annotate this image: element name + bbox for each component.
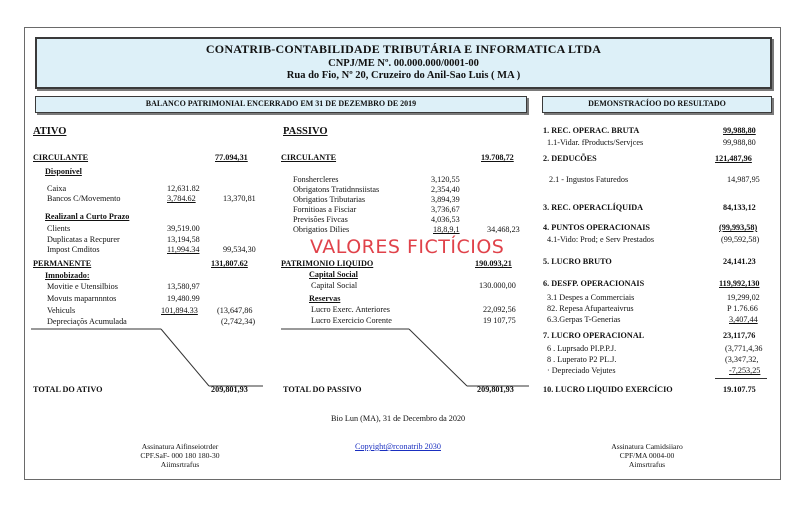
maquinas-label: Movuts maparnnntos: [47, 294, 117, 303]
capital-social-label: Capital Social: [311, 281, 358, 290]
reservas-heading: Reservas: [309, 294, 341, 303]
imobilizado-label: Imnobizado:: [45, 271, 90, 280]
dre-r6-label: 6. DESFP. OPERACIONAIS: [543, 279, 645, 288]
previsoes-label: Previsões Fivcas: [293, 215, 348, 224]
caixa-label: Caixa: [47, 184, 67, 193]
disponivel-label: Disponível: [45, 167, 82, 176]
company-address: Rua do Fio, Nº 20, Cruzeiro do Anil-Sao Luis ( MA ): [286, 70, 521, 81]
disponivel-subtotal: 13,370,81: [223, 194, 256, 203]
dre-r1-label: 1. REC. OPERAC. BRUTA: [543, 126, 640, 135]
ativo-circulante-label: CIRCULANTE: [33, 153, 89, 162]
passivo-circulante-label: CIRCULANTE: [281, 153, 337, 162]
passivo-circulante-total: 19.708,72: [481, 153, 514, 162]
dre-r7b-value: (3,3¢7,32,: [725, 355, 759, 364]
ativo-permanente-label: PERMANENTE: [33, 259, 92, 268]
pl-total: 190.093,21: [475, 259, 512, 268]
dre-r7a-value: (3,771,4,36: [725, 344, 763, 353]
total-ativo-value: 209,801,93: [211, 385, 248, 394]
document-sheet: [24, 27, 781, 480]
signature-right-doc: CPF/MA 0004-00: [619, 451, 675, 460]
maquinas-value: 19,480.99: [167, 294, 200, 303]
passivo-heading: PASSIVO: [283, 126, 328, 137]
dre-r6a-label: 3.1 Despes a Commerciais: [547, 293, 635, 302]
dre-r2-value: 121,487,96: [715, 154, 752, 163]
balanco-title: BALANCO PATRIMONIAL ENCERRADO EM 31 DE DEZEMBRO DE 2019: [145, 99, 417, 108]
dre-r5-value: 24,141.23: [723, 257, 756, 266]
dre-r6a-value: 19,299,02: [727, 293, 760, 302]
duplicatas-value: 13,194,58: [167, 235, 200, 244]
signature-left: [105, 442, 255, 469]
company-cnpj: CNPJ/ME Nº. 00.000.000/0001-00: [328, 58, 479, 69]
total-passivo-value: 209,801,93: [477, 385, 514, 394]
fiscais-value: 3,736,67: [431, 205, 460, 214]
bancos-value: 3,784.62: [167, 194, 196, 203]
dre-r6-value: 119,992,130: [719, 279, 760, 288]
lucros-anteriores-value: 22,092,56: [483, 305, 516, 314]
impostos-label: Impost Cmditos: [47, 245, 100, 254]
clientes-label: Clients: [47, 224, 71, 233]
fiscais-label: Fornitioas a Fisciar: [293, 205, 357, 214]
diversas-value: 18,8,9,1: [433, 225, 460, 234]
signature-left-doc: CPF.SaF- 000 180 180-30: [140, 451, 220, 460]
passivo-closing-line: [281, 328, 529, 388]
dre-r3-label: 3. REC. OPERACLÍQUIDA: [543, 203, 644, 212]
dre-r7-value: 23,117,76: [723, 331, 756, 340]
total-ativo-label: TOTAL DO ATIVO: [33, 385, 103, 394]
passivo-circulante-subtotal: 34,468,23: [487, 225, 520, 234]
company-name: CONATRIB-CONTABILIDADE TRIBUTÁRIA E INFORMATICA LTDA: [205, 42, 602, 56]
balanco-title-box: [35, 96, 527, 113]
depreciacao-value: (2,742,34): [221, 317, 256, 326]
ativo-closing-line: [31, 328, 263, 388]
previsoes-value: 4,036,53: [431, 215, 460, 224]
dre-r6c-label: 6.3.Gerpas T-Generias: [547, 315, 621, 324]
dre-r6b-label: 82. Repesa Afuparteaivrus: [547, 304, 634, 313]
signature-right-name: Assinatura Camidsiiaro: [611, 442, 683, 451]
dre-r7b-label: 8 . Luperato P2 PL.J.: [547, 355, 617, 364]
dre-r4-label: 4. PUNTOS OPERACIONAIS: [543, 223, 650, 232]
dre-r2a-label: 2.1 - Ingustos Faturedos: [549, 175, 629, 184]
moveis-value: 13,580,97: [167, 282, 200, 291]
lucro-corrente-value: 19 107,75: [483, 316, 516, 325]
lucros-anteriores-label: Lucro Exerc. Anteriores: [311, 305, 390, 314]
dre-r2-label: 2. DEDUCÕES: [543, 154, 597, 163]
trabalhistas-value: 2,354,40: [431, 185, 460, 194]
dre-title: DEMONSTRACÍOO DO RESULTADO: [588, 99, 726, 108]
dre-r10-label: 10. LUCRO LIQUIDO EXERCÍCIO: [543, 385, 673, 394]
dre-r7c-label: · Depreciado Vejutes: [547, 366, 616, 375]
dre-r6c-value: 3,407,44: [729, 315, 758, 324]
dre-r1a-value: 99,988,80: [723, 138, 756, 147]
dre-r4a-value: (99,592,58): [721, 235, 760, 244]
realizavel-subtotal: 99,534,30: [223, 245, 256, 254]
dre-title-box: [542, 96, 772, 113]
dre-r1a-label: 1.1-Vidar. fProducts/Servjces: [547, 138, 644, 147]
realizavel-label: Realizanl a Curto Prazo: [45, 212, 130, 221]
dre-sum-line: [715, 378, 767, 379]
dre-r5-label: 5. LUCRO BRUTO: [543, 257, 612, 266]
moveis-label: Movitie e Utensilbios: [47, 282, 118, 291]
dre-r4-value: (99,993,58): [719, 223, 758, 232]
capital-social-heading: Capital Social: [309, 270, 358, 279]
diversas-label: Obrigatios Dilies: [293, 225, 350, 234]
pl-label: PATRIMONIO LIQUIDO: [281, 259, 374, 268]
imobilizado-subtotal: (13,647,86: [217, 306, 253, 315]
ativo-circulante-total: 77.094,31: [215, 153, 248, 162]
bancos-label: Bancos C/Movemento: [47, 194, 121, 203]
copyright-link[interactable]: Copyight@rconatrib 2030: [355, 442, 441, 451]
trabalhistas-label: Obrigatons Tratidnnsiistas: [293, 185, 380, 194]
fornecedores-value: 3,120,55: [431, 175, 460, 184]
signature-right: [572, 442, 722, 469]
fornecedores-label: Fonshercleres: [293, 175, 339, 184]
tributarias-value: 3,894,39: [431, 195, 460, 204]
caixa-value: 12,631.82: [167, 184, 200, 193]
tributarias-label: Obrigatios Tributarias: [293, 195, 366, 204]
ativo-heading: ATIVO: [33, 126, 67, 137]
place-date: Bio Lun (MA), 31 de Decembro da 2020: [331, 414, 466, 423]
dre-r3-value: 84,133,12: [723, 203, 756, 212]
veiculos-label: Vehiculs: [47, 306, 76, 315]
dre-r2a-value: 14,987,95: [727, 175, 760, 184]
lucro-corrente-label: Lucro Exercicio Corente: [311, 316, 392, 325]
signature-left-role: Aiimsrtrafus: [160, 460, 200, 469]
ativo-permanente-total: 131,807.62: [211, 259, 248, 268]
dre-r10-value: 19.107.75: [723, 385, 756, 394]
impostos-value: 11,994.34: [167, 245, 200, 254]
clientes-value: 39,519.00: [167, 224, 200, 233]
signature-right-role: Aimsrtrafus: [628, 460, 666, 469]
company-header: [35, 37, 772, 89]
dre-r6b-value: P 1.76.66: [727, 304, 758, 313]
signature-left-name: Assinatura Aifinseiotrder: [141, 442, 219, 451]
dre-r7-label: 7. LUCRO OPERACIONAL: [543, 331, 645, 340]
dre-r7a-label: 6 . Luprsado PI.P.P.J.: [547, 344, 617, 353]
veiculos-value: 101,894.33: [161, 306, 198, 315]
dre-r1-value: 99,988,80: [723, 126, 756, 135]
depreciacao-label: Depreciaçõs Acumulada: [47, 317, 127, 326]
dre-r7c-value: -7,253,25: [729, 366, 761, 375]
duplicatas-label: Duplicatas a Recpurer: [47, 235, 120, 244]
capital-social-value: 130.000,00: [479, 281, 516, 290]
total-passivo-label: TOTAL DO PASSIVO: [283, 385, 362, 394]
watermark: VALORES FICTÍCIOS: [310, 236, 505, 258]
dre-r4a-label: 4.1-Vido: Prod; e Serv Prestados: [547, 235, 655, 244]
